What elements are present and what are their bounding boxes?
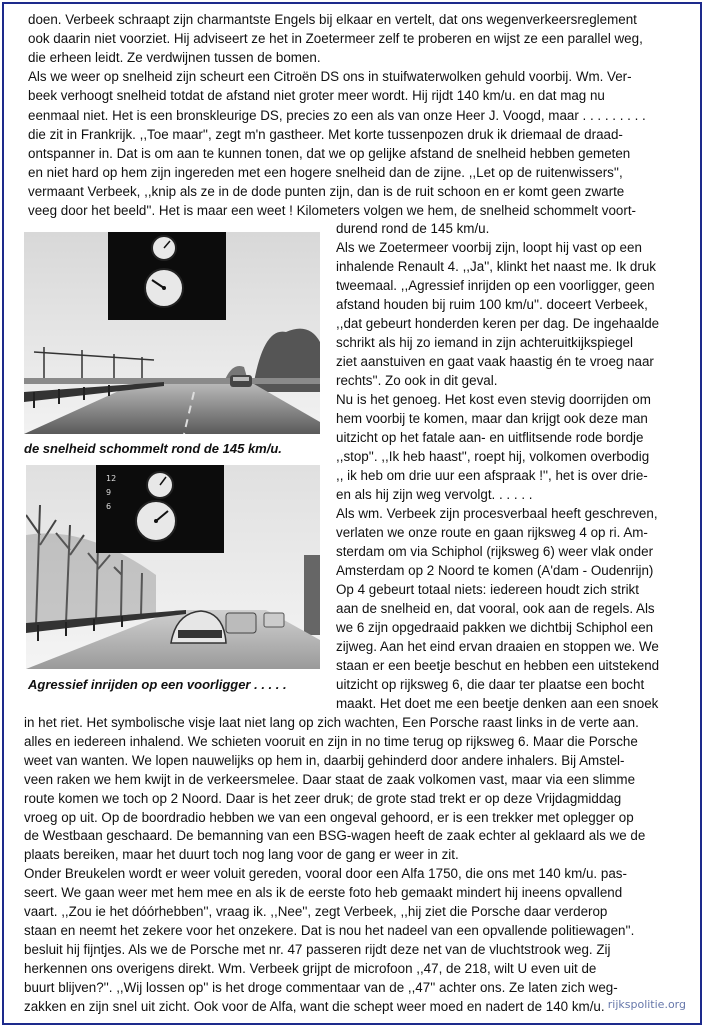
text-line: veen raken we hem kwijt in de verkeersmelee. Daar staat de zaak volkomen vast, maar via een slimme (24, 771, 636, 787)
text-line: eenmaal niet. Het is een bronskleurige DS, precies zo een als van onze Heer J. Voogd, maar . . . . . . . . . (28, 107, 646, 123)
text-line: maakt. Het doet me een beetje denken aan een snoek (336, 696, 659, 711)
text-line: verlaten we onze route en gaan rijksweg 4 op ri. Am- (336, 525, 648, 540)
text-line: doen. Verbeek schraapt zijn charmantste Engels bij elkaar en vertelt, dat ons wegenverkeersreglement (28, 12, 637, 27)
caption-photo-1: de snelheid schommelt rond de 145 km/u. (24, 441, 282, 456)
text-line: inhalende Renault 4. ,,Ja'', klinkt het naast me. Ik druk (336, 259, 656, 274)
text-line: schrikt als hij zo iemand in zijn achteruitkijkspiegel (336, 335, 633, 350)
photo-speedometer-highway (24, 232, 320, 434)
text-line: Op 4 gebeurt totaal niets: iedereen houdt zich strikt (336, 582, 639, 597)
text-line: en als hij zijn weg vervolgt. . . . . . (336, 487, 533, 502)
text-line: seert. We gaan weer met hem mee en als ik de eerste foto heb gemaakt mindert hij ineens opvallend (24, 885, 623, 901)
svg-text:9: 9 (106, 488, 112, 497)
text-line: zijweg. Aan het eind ervan draaien en stoppen we. We (336, 639, 659, 654)
text-line: staan er een beetje beschut en hebben een uitstekend (336, 658, 660, 673)
text-line: plaats bereiken, maar het duurt toch nog lang voor de gang er weer in zit. (24, 847, 459, 863)
text-line: vermaant Verbeek, ,,knip als ze in de dode punten zijn, dan is de ruit schoon en er komt geen zwarte (28, 183, 625, 199)
text-line: aan de snelheid en, dat vooral, ook aan de regels. Als (336, 601, 655, 616)
text-line: beek verhoogt snelheid totdat de afstand niet groter meer wordt. Hij rijdt 140 km/u. en dat mag nu (28, 88, 605, 104)
text-line: veeg door het beeld''. Het is maar een weet ! Kilometers volgen we hem, de snelheid schommelt voort- (28, 203, 636, 218)
watermark-text: rijkspolitie.org (607, 998, 686, 1011)
text-line: hem voorbij te komen, maar dan krijgt ook deze man (336, 411, 648, 426)
text-line: in het riet. Het symbolische visje laat niet lang op zich wachten, Een Porsche raast links in de verte aan. (24, 715, 639, 730)
text-line: buurt blijven?''. ,,Wij lossen op'' is het droge commentaar van de ,,47'' achter ons. Ze laten zich weg- (24, 979, 618, 995)
text-line: sterdam om via Schiphol (rijksweg 6) weer vlak onder (336, 544, 654, 559)
text-line: Als we weer op snelheid zijn scheurt een Citroën DS ons in stuifwaterwolken gehuld voorbij. Wm. Ver- (28, 69, 632, 85)
text-line: we 6 zijn opgedraaid pakken we dichtbij Schiphol een (336, 620, 654, 635)
document-page (2, 2, 702, 1025)
text-line: alles en iedereen inhalend. We schieten vooruit en zijn in no time terug op rijksweg 6. Maar die Porsche (24, 733, 638, 749)
text-line: zakken en zijn snel uit zicht. Ook voor de Alfa, want die schept weer moed en nadert de 140 km/u. (24, 998, 605, 1014)
text-line: ontspanner in. Dat is om aan te kunnen tonen, dat we op gelijke afstand de snelheid hebben gemeten (28, 145, 631, 161)
svg-text:6: 6 (106, 502, 112, 511)
text-line: Onder Breukelen wordt er weer voluit gereden, vooral door een Alfa 1750, die ons met 140 km/u. pas- (24, 866, 627, 882)
text-line: ,, ik heb om drie uur een afspraak !'', het is over drie- (336, 468, 648, 483)
text-line: tweemaal. ,,Agressief inrijden op een voorligger, geen (336, 278, 655, 293)
text-line: durend rond de 145 km/u. (336, 221, 490, 236)
text-line: vroeg op uit. Op de boordradio hebben we van een ongeval gehoord, er is een trekker met oplegger op (24, 809, 634, 825)
text-line: besluit hij fijntjes. Als we de Porsche met nr. 47 passeren rijdt deze net van de vluchtstrook weg. Zij (24, 941, 611, 957)
text-line: ook daarin niet voorziet. Hij adviseert ze het in Zoetermeer zelf te proberen en wijst ze een parallel weg, (28, 31, 643, 47)
text-line: Amsterdam op 2 Noord te komen (A'dam - Oudenrijn) (336, 563, 654, 578)
text-line: afstand houden bij ruim 100 km/u''. doceert Verbeek, (336, 297, 648, 312)
text-line: rechts''. Zo ook in dit geval. (336, 373, 498, 388)
text-line: uitzicht op rijksweg 6, die daar ter plaatse een bocht (336, 677, 645, 692)
text-line: die erheen leidt. Ze verdwijnen tussen de bomen. (28, 50, 321, 66)
text-line: herkennen ons overigens direkt. Wm. Verbeek grijpt de microfoon ,,47, de 218, wilt U even uit de (24, 960, 597, 976)
text-line: de Westbaan geschaard. De bemanning van een BSG-wagen heeft de zaak echter al geklaard als we de (24, 828, 646, 844)
text-line: en niet hard op hem zijn ingereden met een hogere snelheid dan de zijne. ,,Let op de ruitenwissers'', (28, 164, 623, 180)
text-line: die zit in Frankrijk. ,,Toe maar'', zegt m'n gastheer. Met korte tussenpozen druk ik driemaal de draad- (28, 126, 623, 142)
text-line: ziet aanstuiven en gaat vaak haastig én te vroeg naar (336, 354, 654, 369)
text-line: Nu is het genoeg. Het kost even stevig doorrijden om (336, 392, 651, 407)
text-line: ,,dat gebeurt honderden keren per dag. De ingehaalde (336, 316, 660, 331)
text-line: Als wm. Verbeek zijn procesverbaal heeft geschreven, (336, 506, 658, 521)
text-line: ,,stop''. ,,Ik heb haast'', roept hij, volkomen overbodig (336, 449, 650, 464)
text-line: vaart. ,,Zou ie het dóórhebben'', vraag ik. ,,Nee'', zegt Verbeek, ,,hij ziet die Porsche daar verderop (24, 904, 608, 919)
text-line: uitzicht op het fatale aan- en uitflitsende rode bordje (336, 430, 644, 445)
caption-photo-2: Agressief inrijden op een voorligger . . . . . (28, 677, 287, 692)
text-line: Als we Zoetermeer voorbij zijn, loopt hij vast op een (336, 240, 642, 255)
text-line: staan en neemt het zekere voor het onzekere. Dat is nou het nadeel van een opvallende politiewagen''. (24, 922, 635, 938)
photo-aggressive-driving (26, 465, 320, 669)
text-line: route komen we toch op 2 Noord. Daar is het zeer druk; de grote stad trekt er op deze Vrijdagmiddag (24, 790, 622, 806)
svg-text:12: 12 (106, 474, 117, 483)
text-line: weet van wanten. We lopen nauwelijks op hem in, daarbij gehinderd door andere inhalers. Bij Amstel- (24, 752, 625, 768)
